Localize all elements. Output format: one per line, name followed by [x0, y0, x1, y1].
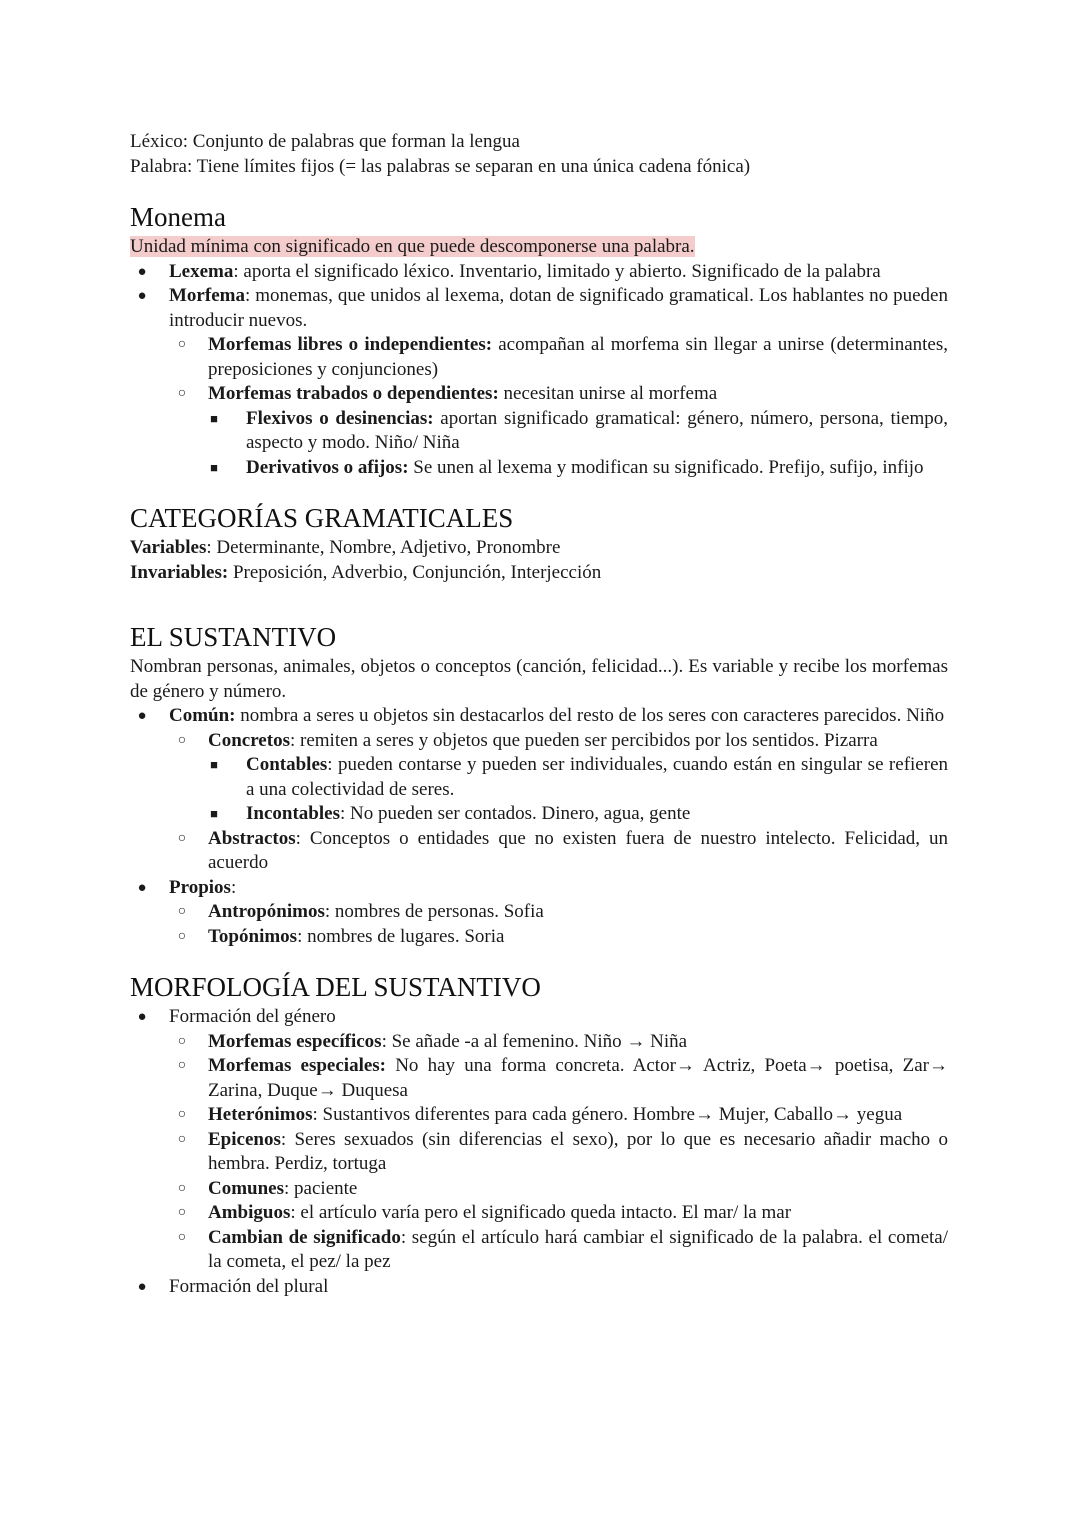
text-run: : el artículo varía pero el significado queda intacto. El mar/ la mar	[290, 1202, 792, 1223]
hollow-bullet-icon: ○	[177, 1131, 187, 1147]
paragraph	[130, 655, 948, 704]
text-run: : pueden contarse y pueden ser individuales, cuando están en singular se refieren a una colectividad de seres.	[246, 754, 948, 800]
bold-term: Flexivos o desinencias:	[246, 407, 434, 429]
list-item	[169, 1201, 948, 1226]
text-run: : aporta el significado léxico. Inventario, limitado y abierto. Significado de la palabra	[233, 260, 881, 282]
list-item	[130, 1005, 948, 1275]
list-item	[169, 1054, 948, 1103]
bullet-list-level-1	[130, 704, 948, 949]
paragraph	[130, 536, 948, 561]
square-bullet-icon: ■	[210, 806, 218, 821]
text-run: Formación del plural	[169, 1275, 329, 1297]
hollow-bullet-icon: ○	[177, 386, 187, 401]
hollow-bullet-icon: ○	[177, 928, 187, 944]
bold-term: Variables	[130, 537, 207, 558]
bullet-list-level-2	[169, 729, 948, 876]
paragraph	[130, 235, 948, 260]
list-item	[130, 1275, 948, 1300]
text-run: necesitan unirse al morfema	[498, 383, 718, 404]
list-item	[208, 802, 948, 827]
hollow-bullet-icon: ○	[177, 1229, 187, 1245]
bullet-list-level-3	[208, 753, 948, 827]
hollow-bullet-icon: ○	[177, 1180, 187, 1196]
square-bullet-icon: ■	[210, 459, 218, 475]
section-heading: MORFOLOGÍA DEL SUSTANTIVO	[130, 972, 541, 1002]
bullet-list-level-2	[169, 1030, 948, 1275]
list-item	[169, 1103, 948, 1128]
text-run: Unidad mínima con significado en que puede descomponerse una palabra.	[130, 236, 695, 257]
bullet-list-level-3	[208, 407, 948, 481]
text-run: Palabra: Tiene límites fijos (= las palabras se separan en una única cadena fónica)	[130, 155, 751, 177]
bold-term: Invariables:	[130, 561, 229, 583]
list-item	[208, 407, 948, 456]
list-item	[169, 1177, 948, 1202]
hollow-bullet-icon: ○	[177, 1033, 187, 1049]
list-item	[208, 753, 948, 802]
bold-term: Antropónimos	[208, 901, 325, 922]
bullet-list-level-1	[130, 1005, 948, 1299]
list-item	[169, 333, 948, 382]
hollow-bullet-icon: ○	[177, 732, 187, 748]
section-heading: CATEGORÍAS GRAMATICALES	[130, 503, 514, 533]
text-run: Preposición, Adverbio, Conjunción, Interjección	[228, 561, 602, 583]
text-run: Léxico: Conjunto de palabras que forman la lengua	[130, 131, 520, 152]
list-item	[169, 382, 948, 480]
text-run: : No pueden ser contados. Dinero, agua, gente	[339, 803, 691, 824]
bold-term: Lexema	[169, 260, 234, 282]
text-run: :	[230, 876, 237, 898]
list-item	[130, 876, 948, 950]
text-run: Nombran personas, animales, objetos o conceptos (canción, felicidad...). Es variable y recibe los morfemas de género y número.	[130, 656, 948, 702]
bold-term: Cambian de significado	[208, 1226, 401, 1248]
text-run: : monemas, que unidos al lexema, dotan de significado gramatical. Los hablantes no pueden introducir nuevos.	[169, 285, 948, 331]
bold-term: Común:	[169, 705, 236, 726]
text-run: : Sustantivos diferentes para cada género. Hombre→ Mujer, Caballo→ yegua	[312, 1104, 903, 1125]
paragraph	[130, 130, 948, 155]
bullet-list-level-2	[169, 900, 948, 949]
hollow-bullet-icon: ○	[177, 1205, 187, 1220]
filled-bullet-icon: ●	[137, 288, 147, 304]
bold-term: Ambiguos	[208, 1202, 291, 1223]
text-run: : Determinante, Nombre, Adjetivo, Pronombre	[206, 537, 561, 558]
list-item	[208, 456, 948, 481]
text-run: nombra a seres u objetos sin destacarlos del resto de los seres con caracteres parecidos. Niño	[235, 705, 945, 726]
paragraph	[130, 155, 948, 180]
hollow-bullet-icon: ○	[177, 830, 187, 846]
text-run: acompañan al morfema sin llegar a unirse (determinantes, preposiciones y conjunciones)	[208, 334, 948, 380]
square-bullet-icon: ■	[210, 410, 218, 426]
bold-term: Morfema	[169, 285, 245, 306]
bold-term: Contables	[246, 754, 328, 775]
bold-term: Comunes	[208, 1177, 285, 1199]
text-run: aportan significado gramatical: género, número, persona, tiempo, aspecto y modo. Niño/ Niña	[246, 407, 948, 453]
hollow-bullet-icon: ○	[177, 1058, 187, 1073]
filled-bullet-icon: ●	[137, 708, 147, 724]
list-item	[130, 260, 948, 285]
bold-term: Epicenos	[208, 1128, 281, 1150]
hollow-bullet-icon: ○	[177, 1107, 187, 1122]
text-run: Formación del género	[169, 1006, 336, 1027]
list-item	[169, 925, 948, 950]
text-run: : paciente	[284, 1177, 358, 1199]
text-run: : Seres sexuados (sin diferencias el sexo), por lo que es necesario añadir macho o hembra. Perdiz, tortuga	[208, 1128, 948, 1174]
bullet-list-level-2	[169, 333, 948, 480]
highlighted-definition	[130, 236, 695, 257]
text-run: : según el artículo hará cambiar el significado de la palabra. el cometa/ la cometa, el pez/ la pez	[208, 1226, 948, 1272]
list-item	[169, 827, 948, 876]
bold-term: Abstractos	[208, 827, 296, 849]
list-item	[130, 704, 948, 876]
text-run: : remiten a seres y objetos que pueden ser percibidos por los sentidos. Pizarra	[289, 729, 878, 751]
list-item	[169, 1030, 948, 1055]
text-run: : Se añade -a al femenino. Niño → Niña	[381, 1030, 688, 1052]
text-run: Se unen al lexema y modifican su significado. Prefijo, sufijo, infijo	[408, 456, 924, 478]
list-item	[130, 284, 948, 480]
bold-term: Propios	[169, 876, 231, 898]
bold-term: Morfemas libres o independientes:	[208, 334, 493, 355]
paragraph	[130, 561, 948, 586]
bold-term: Morfemas específicos	[208, 1030, 382, 1052]
filled-bullet-icon: ●	[137, 879, 147, 896]
hollow-bullet-icon: ○	[177, 337, 187, 352]
square-bullet-icon: ■	[210, 757, 218, 772]
bold-term: Incontables	[246, 803, 340, 824]
bold-term: Morfemas especiales:	[208, 1055, 387, 1076]
text-run: : Conceptos o entidades que no existen fuera de nuestro intelecto. Felicidad, un acuerdo	[208, 827, 948, 873]
bold-term: Morfemas trabados o dependientes:	[208, 383, 499, 404]
bold-term: Heterónimos	[208, 1104, 313, 1125]
list-item	[169, 900, 948, 925]
filled-bullet-icon: ●	[137, 1009, 147, 1025]
list-item	[169, 1128, 948, 1177]
section-heading: Monema	[130, 202, 226, 232]
filled-bullet-icon: ●	[137, 263, 147, 280]
list-item	[169, 729, 948, 827]
hollow-bullet-icon: ○	[177, 904, 187, 919]
bold-term: Derivativos o afijos:	[246, 456, 409, 478]
section-heading: EL SUSTANTIVO	[130, 622, 337, 652]
list-item	[169, 1226, 948, 1275]
text-run: No hay una forma concreta. Actor→ Actriz, Poeta→ poetisa, Zar→ Zarina, Duque→ Duquesa	[208, 1055, 948, 1101]
bold-term: Concretos	[208, 729, 290, 751]
bullet-list-level-1	[130, 260, 948, 481]
filled-bullet-icon: ●	[137, 1278, 147, 1295]
bold-term: Topónimos	[208, 925, 298, 947]
text-run: : nombres de personas. Sofia	[324, 901, 544, 922]
text-run: : nombres de lugares. Soria	[297, 925, 505, 947]
document-page	[130, 130, 948, 1299]
